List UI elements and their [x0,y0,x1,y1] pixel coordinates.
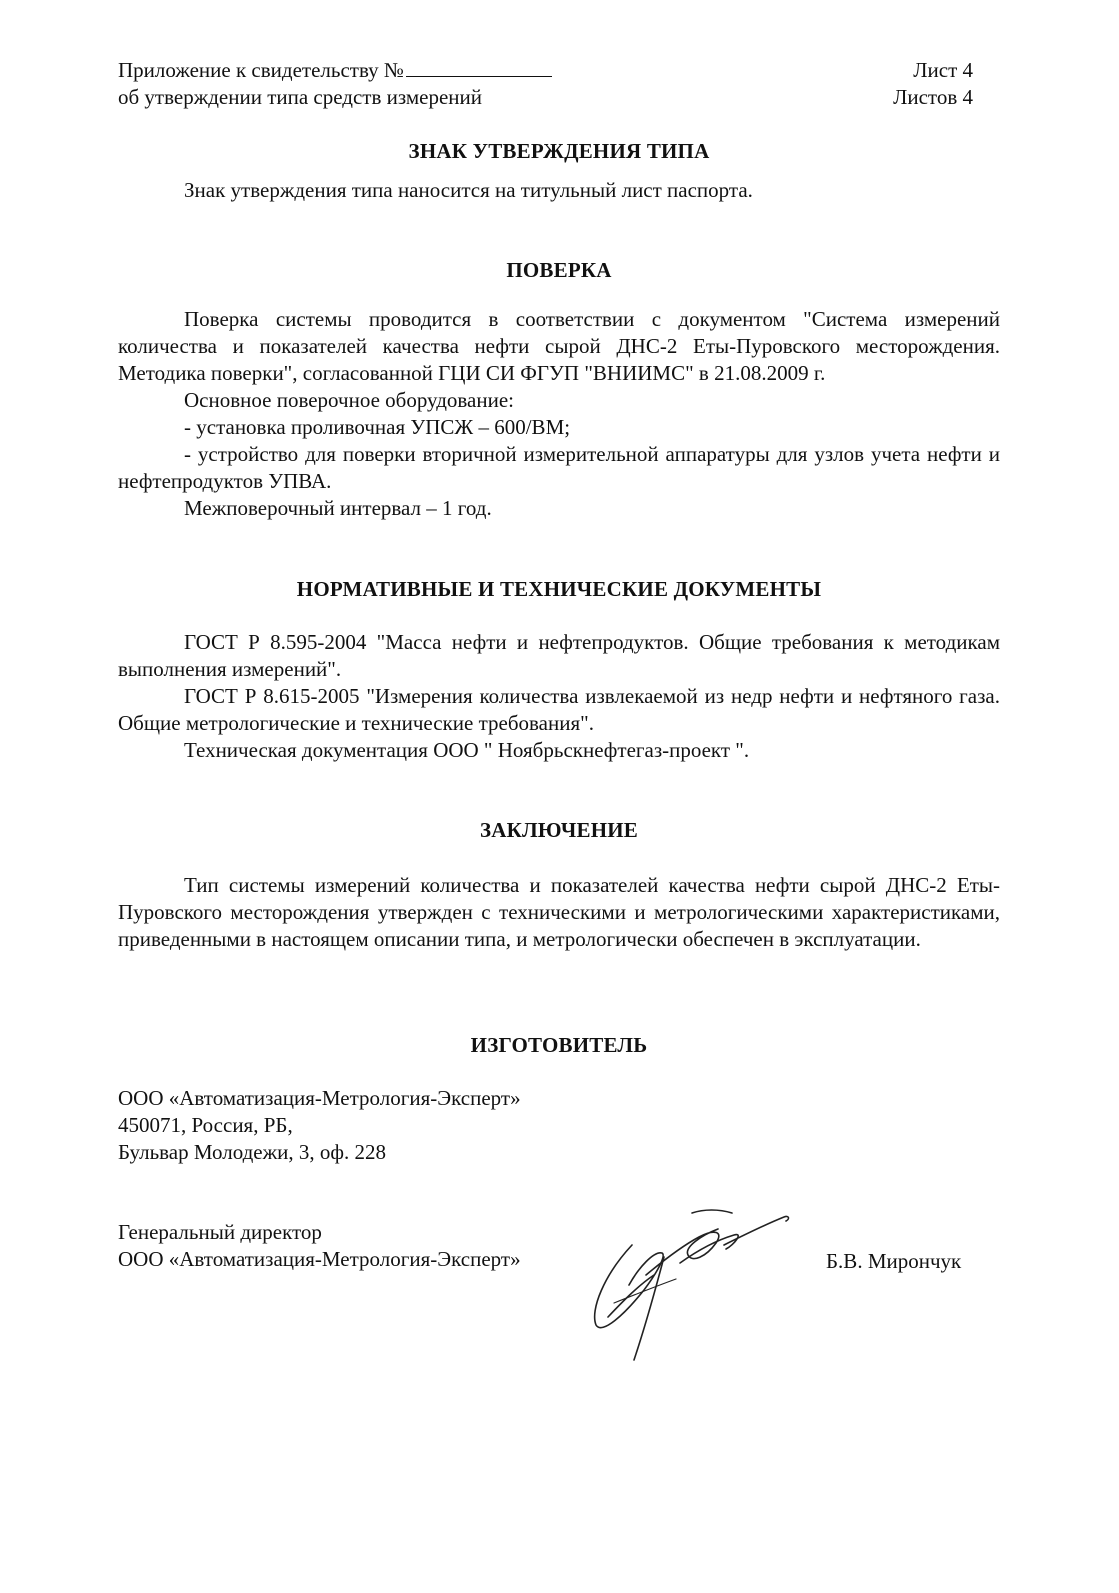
signatory-name: Б.В. Мирончук [826,1249,962,1273]
approval-mark-text: Знак утверждения типа наносится на титульный лист паспорта. [184,178,753,202]
conclusion-section [118,872,1000,953]
heading-approval-mark: ЗНАК УТВЕРЖДЕНИЯ ТИПА [408,139,710,163]
manufacturer-postal: 450071, Россия, РБ, [118,1113,293,1137]
header-right [773,57,973,111]
normative-paragraph-2: ГОСТ Р 8.615-2005 "Измерения количества извлекаемой из недр нефти и нефтяного газа. Общие метрологические и технические требования". [118,684,1000,735]
verification-section [118,306,1000,522]
verification-paragraph-5: Межповерочный интервал – 1 год. [184,496,492,520]
manufacturer-street: Бульвар Молодежи, 3, оф. 228 [118,1140,386,1164]
header-subtitle: об утверждении типа средств измерений [118,85,483,109]
verification-paragraph-1: Поверка системы проводится в соответствии с документом "Система измерений количества и показателей качества нефти сырой ДНС-2 Еты-Пуровского месторождения. Методика поверки", согласованной ГЦИ СИ ФГУП "ВНИИМС" в 21.08.2009 г. [118,307,1000,385]
normative-paragraph-1: ГОСТ Р 8.595-2004 "Масса нефти и нефтепродуктов. Общие требования к методикам выполнения измерений". [118,630,1000,681]
signatory-company: ООО «Автоматизация-Метрология-Эксперт» [118,1247,521,1271]
signatory-position: Генеральный директор [118,1220,322,1244]
sheet-total: Листов 4 [893,85,973,109]
conclusion-paragraph: Тип системы измерений количества и показателей качества нефти сырой ДНС-2 Еты-Пуровского месторождения утвержден с техническими и метрологическими характеристиками, приведенными в настоящем описании типа, и метрологически обеспечен в эксплуатации. [118,873,1000,951]
heading-conclusion: ЗАКЛЮЧЕНИЕ [479,818,639,842]
verification-paragraph-4: - устройство для поверки вторичной измерительной аппаратуры для узлов учета нефти и нефтепродуктов УПВА. [118,442,1000,493]
verification-paragraph-3: - установка проливочная УПСЖ – 600/ВМ; [184,415,571,439]
heading-verification: ПОВЕРКА [506,258,612,282]
heading-manufacturer: ИЗГОТОВИТЕЛЬ [470,1033,648,1057]
approval-mark-section [118,177,1000,204]
certificate-number-blank [406,58,552,77]
header-certificate-line [118,57,618,84]
sheet-number: Лист 4 [913,58,973,82]
heading-normative-documents: НОРМАТИВНЫЕ И ТЕХНИЧЕСКИЕ ДОКУМЕНТЫ [296,577,822,601]
normative-section [118,629,1000,764]
verification-paragraph-2: Основное поверочное оборудование: [184,388,515,412]
header-left [118,57,618,111]
normative-paragraph-3: Техническая документация ООО " Ноябрьскнефтегаз-проект ". [184,738,750,762]
handwritten-signature [584,1205,804,1370]
manufacturer-name: ООО «Автоматизация-Метрология-Эксперт» [118,1086,521,1110]
manufacturer-address [118,1085,718,1166]
header-certificate-text: Приложение к свидетельству № [118,58,404,82]
